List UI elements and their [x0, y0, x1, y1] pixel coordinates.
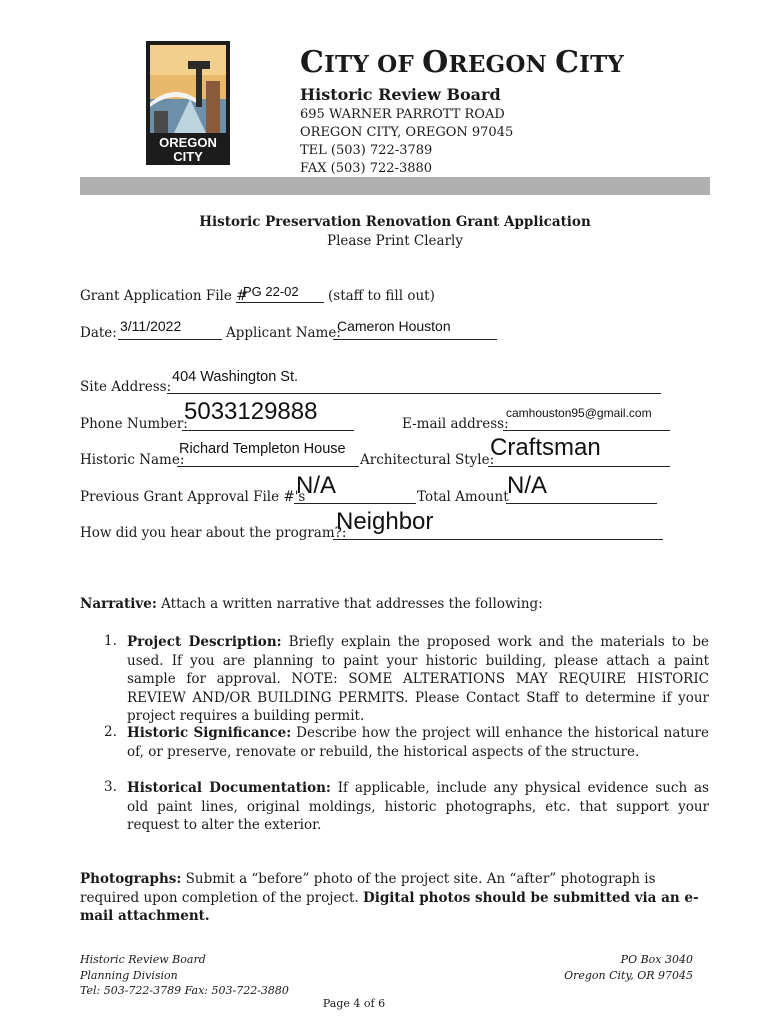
phone-value[interactable]: 5033129888 [184, 398, 318, 425]
item-number: 1. [104, 633, 117, 649]
date-value[interactable]: 3/11/2022 [120, 318, 182, 334]
total-amount-line [506, 503, 657, 504]
phone-line [182, 430, 354, 431]
narrative-item-historic-significance: Historic Significance: Describe how the project will enhance the historical nature of, or preserve, renovate or rebuild, the historical aspects of the structure. [127, 725, 709, 760]
narrative-item-historical-documentation: Historical Documentation: If applicable, include any physical evidence such as old paint lines, original moldings, historic photographs, etc. that support your request to alter the exterior. [127, 780, 709, 833]
site-address-value[interactable]: 404 Washington St. [172, 369, 299, 385]
logo-text-city: CITY [173, 149, 203, 164]
footer-division: Planning Division [80, 968, 178, 982]
narrative-heading: Narrative: [80, 596, 157, 612]
email-line [503, 430, 670, 431]
address-line-1: 695 WARNER PARROTT ROAD [300, 107, 505, 122]
oregon-city-logo [146, 41, 230, 165]
logo-graphic [146, 41, 230, 165]
address-line-2: OREGON CITY, OREGON 97045 [300, 125, 514, 140]
footer-left [80, 952, 289, 999]
previous-grant-label: Previous Grant Approval File #'s [80, 489, 306, 505]
file-number-value[interactable]: PG 22-02 [243, 284, 299, 299]
architectural-style-label: Architectural Style: [360, 452, 495, 468]
how-heard-value[interactable]: Neighbor [336, 508, 434, 535]
architectural-style-value[interactable]: Craftsman [490, 434, 601, 461]
footer-right [540, 952, 693, 983]
footer-phone-fax: Tel: 503-722-3789 Fax: 503-722-3880 [80, 984, 289, 997]
footer-city: Oregon City, OR 97045 [564, 968, 693, 982]
total-amount-label: Total Amount [417, 489, 509, 505]
footer-po-box: PO Box 3040 [620, 953, 693, 966]
applicant-name-label: Applicant Name: [226, 325, 341, 341]
email-value[interactable]: camhouston95@gmail.com [506, 406, 652, 420]
site-address-line [167, 393, 661, 394]
page-number: Page 4 of 6 [322, 997, 386, 1010]
how-heard-label: How did you hear about the program?: [80, 525, 347, 541]
historic-name-label: Historic Name: [80, 452, 185, 468]
applicant-name-line [333, 339, 497, 340]
architectural-style-line [488, 466, 670, 467]
header-divider-bar [80, 177, 710, 195]
applicant-name-value[interactable]: Cameron Houston [337, 318, 451, 334]
date-line [118, 339, 222, 340]
telephone: TEL (503) 722-3789 [300, 143, 433, 158]
site-address-label: Site Address: [80, 379, 172, 395]
how-heard-line [333, 539, 663, 540]
phone-label: Phone Number: [80, 416, 188, 432]
item-number: 2. [104, 724, 117, 740]
previous-grant-value[interactable]: N/A [296, 472, 337, 499]
date-label: Date: [80, 325, 117, 341]
total-amount-value[interactable]: N/A [507, 472, 548, 499]
item-number: 3. [104, 779, 117, 795]
historic-name-line [177, 466, 359, 467]
photographs-heading: Photographs: [80, 871, 182, 887]
file-number-line [236, 302, 324, 303]
board-name: Historic Review Board [300, 85, 501, 104]
file-number-label: Grant Application File # [80, 288, 248, 304]
narrative-intro: Narrative: Attach a written narrative that addresses the following: [80, 596, 543, 612]
file-number-note: (staff to fill out) [328, 288, 435, 304]
fax: FAX (503) 722-3880 [300, 161, 433, 176]
photographs-paragraph: Photographs: Submit a “before” photo of the project site. An “after” photograph is required upon completion of the project. Digital photos should be submitted via an e-mail attachment. [80, 871, 699, 924]
email-label: E-mail address: [402, 416, 509, 432]
logo-text-oregon: OREGON [159, 135, 217, 150]
org-title: CITY OF OREGON CITY [300, 45, 625, 80]
form-subtitle: Please Print Clearly [327, 233, 463, 249]
previous-grant-line [294, 503, 416, 504]
historic-name-value[interactable]: Richard Templeton House [179, 441, 346, 457]
footer-board: Historic Review Board [80, 953, 206, 966]
form-title: Historic Preservation Renovation Grant Application [199, 214, 591, 230]
narrative-item-project-description: Project Description: Briefly explain the proposed work and the materials to be used. If you are planning to paint your historic building, please attach a paint sample for approval. NOTE: SOME ALTERATIONS MAY REQUIRE HISTORIC REVIEW AND/OR BUILDING PERMITS. Please Contact Staff to determine if your project requires a building permit. [127, 634, 709, 724]
